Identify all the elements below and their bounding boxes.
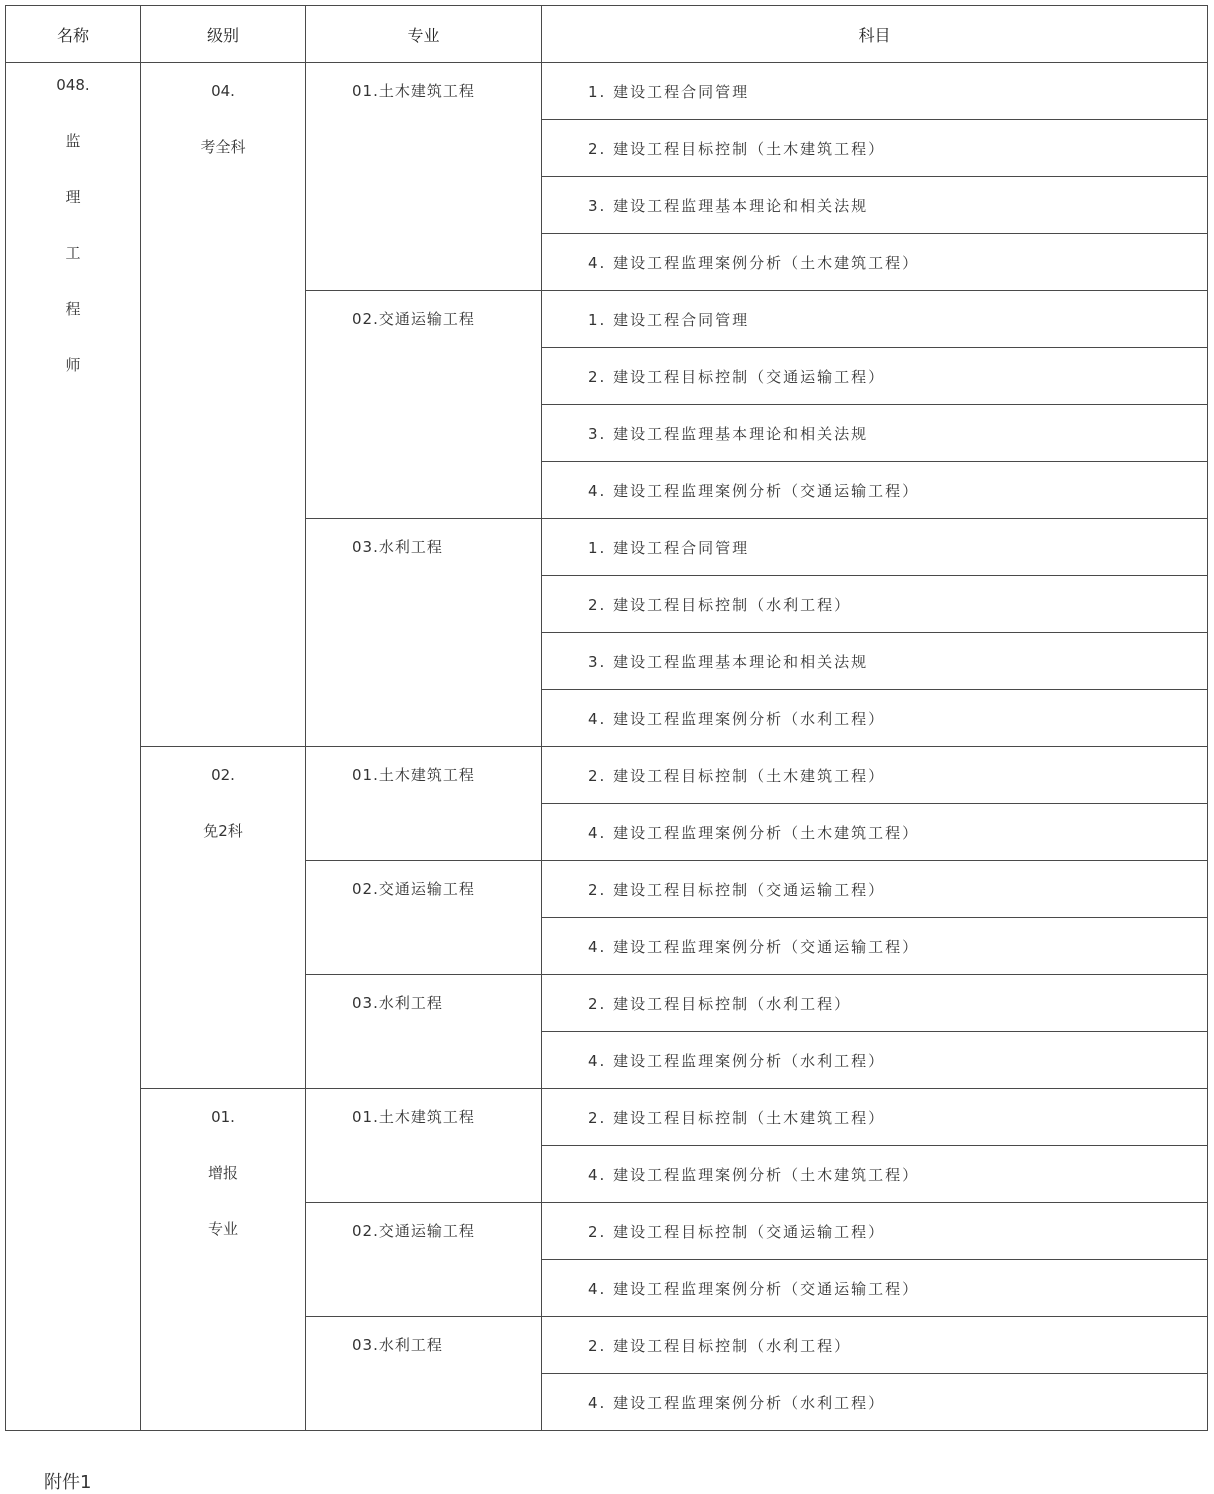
level-line: 考全科: [200, 138, 246, 156]
subject-cell: 4. 建设工程监理案例分析（交通运输工程）: [542, 918, 1208, 975]
level-cell: [141, 63, 306, 747]
subject-cell: 2. 建设工程目标控制（土木建筑工程）: [542, 747, 1208, 804]
major-cell: 01.土木建筑工程: [306, 747, 542, 861]
table-row: [6, 63, 1208, 120]
exam-subjects-table: [5, 5, 1208, 1431]
major-cell: 03.水利工程: [306, 519, 542, 747]
table-row: [6, 747, 1208, 804]
header-level: 级别: [141, 6, 306, 63]
subject-cell: 3. 建设工程监理基本理论和相关法规: [542, 633, 1208, 690]
qualification-name-line: 监: [65, 132, 81, 150]
qualification-name-line: 程: [65, 300, 81, 318]
subject-cell: 2. 建设工程目标控制（土木建筑工程）: [542, 120, 1208, 177]
footer-note: 附件1: [44, 1472, 92, 1493]
level-line: 增报: [207, 1164, 238, 1182]
subject-cell: 3. 建设工程监理基本理论和相关法规: [542, 177, 1208, 234]
subject-cell: 4. 建设工程监理案例分析（交通运输工程）: [542, 1260, 1208, 1317]
major-cell: 03.水利工程: [306, 975, 542, 1089]
subject-cell: 3. 建设工程监理基本理论和相关法规: [542, 405, 1208, 462]
level-cell: [141, 747, 306, 1089]
table-body: [6, 63, 1208, 1431]
qualification-name-line: 师: [65, 356, 81, 374]
subject-cell: 4. 建设工程监理案例分析（水利工程）: [542, 1374, 1208, 1431]
subject-cell: 4. 建设工程监理案例分析（土木建筑工程）: [542, 1146, 1208, 1203]
major-cell: 02.交通运输工程: [306, 861, 542, 975]
subject-cell: 2. 建设工程目标控制（土木建筑工程）: [542, 1089, 1208, 1146]
subject-cell: 4. 建设工程监理案例分析（交通运输工程）: [542, 462, 1208, 519]
subject-cell: 2. 建设工程目标控制（水利工程）: [542, 576, 1208, 633]
subject-cell: 4. 建设工程监理案例分析（水利工程）: [542, 1032, 1208, 1089]
subject-cell: 2. 建设工程目标控制（交通运输工程）: [542, 348, 1208, 405]
major-cell: 02.交通运输工程: [306, 1203, 542, 1317]
level-line: 04.: [211, 82, 235, 100]
qualification-name-line: 理: [65, 188, 81, 206]
subject-cell: 4. 建设工程监理案例分析（土木建筑工程）: [542, 804, 1208, 861]
level-line: 02.: [211, 766, 235, 784]
header-name: 名称: [6, 6, 141, 63]
subject-cell: 1. 建设工程合同管理: [542, 519, 1208, 576]
level-line: 免2科: [203, 822, 243, 840]
major-cell: 02.交通运输工程: [306, 291, 542, 519]
subject-cell: 4. 建设工程监理案例分析（土木建筑工程）: [542, 234, 1208, 291]
header-row: [6, 6, 1208, 63]
major-cell: 01.土木建筑工程: [306, 63, 542, 291]
level-line: 01.: [211, 1108, 235, 1126]
major-cell: 03.水利工程: [306, 1317, 542, 1431]
subject-cell: 1. 建设工程合同管理: [542, 291, 1208, 348]
subject-cell: 2. 建设工程目标控制（水利工程）: [542, 975, 1208, 1032]
subject-cell: 2. 建设工程目标控制（水利工程）: [542, 1317, 1208, 1374]
qualification-name-line: 048.: [56, 76, 90, 94]
level-line: 专业: [207, 1220, 238, 1238]
header-subject: 科目: [542, 6, 1208, 63]
qualification-name-cell: [6, 63, 141, 1431]
subject-cell: 4. 建设工程监理案例分析（水利工程）: [542, 690, 1208, 747]
subject-cell: 2. 建设工程目标控制（交通运输工程）: [542, 861, 1208, 918]
major-cell: 01.土木建筑工程: [306, 1089, 542, 1203]
table-row: [6, 1089, 1208, 1146]
level-cell: [141, 1089, 306, 1431]
subject-cell: 2. 建设工程目标控制（交通运输工程）: [542, 1203, 1208, 1260]
qualification-name-line: 工: [65, 244, 81, 262]
header-major: 专业: [306, 6, 542, 63]
subject-cell: 1. 建设工程合同管理: [542, 63, 1208, 120]
